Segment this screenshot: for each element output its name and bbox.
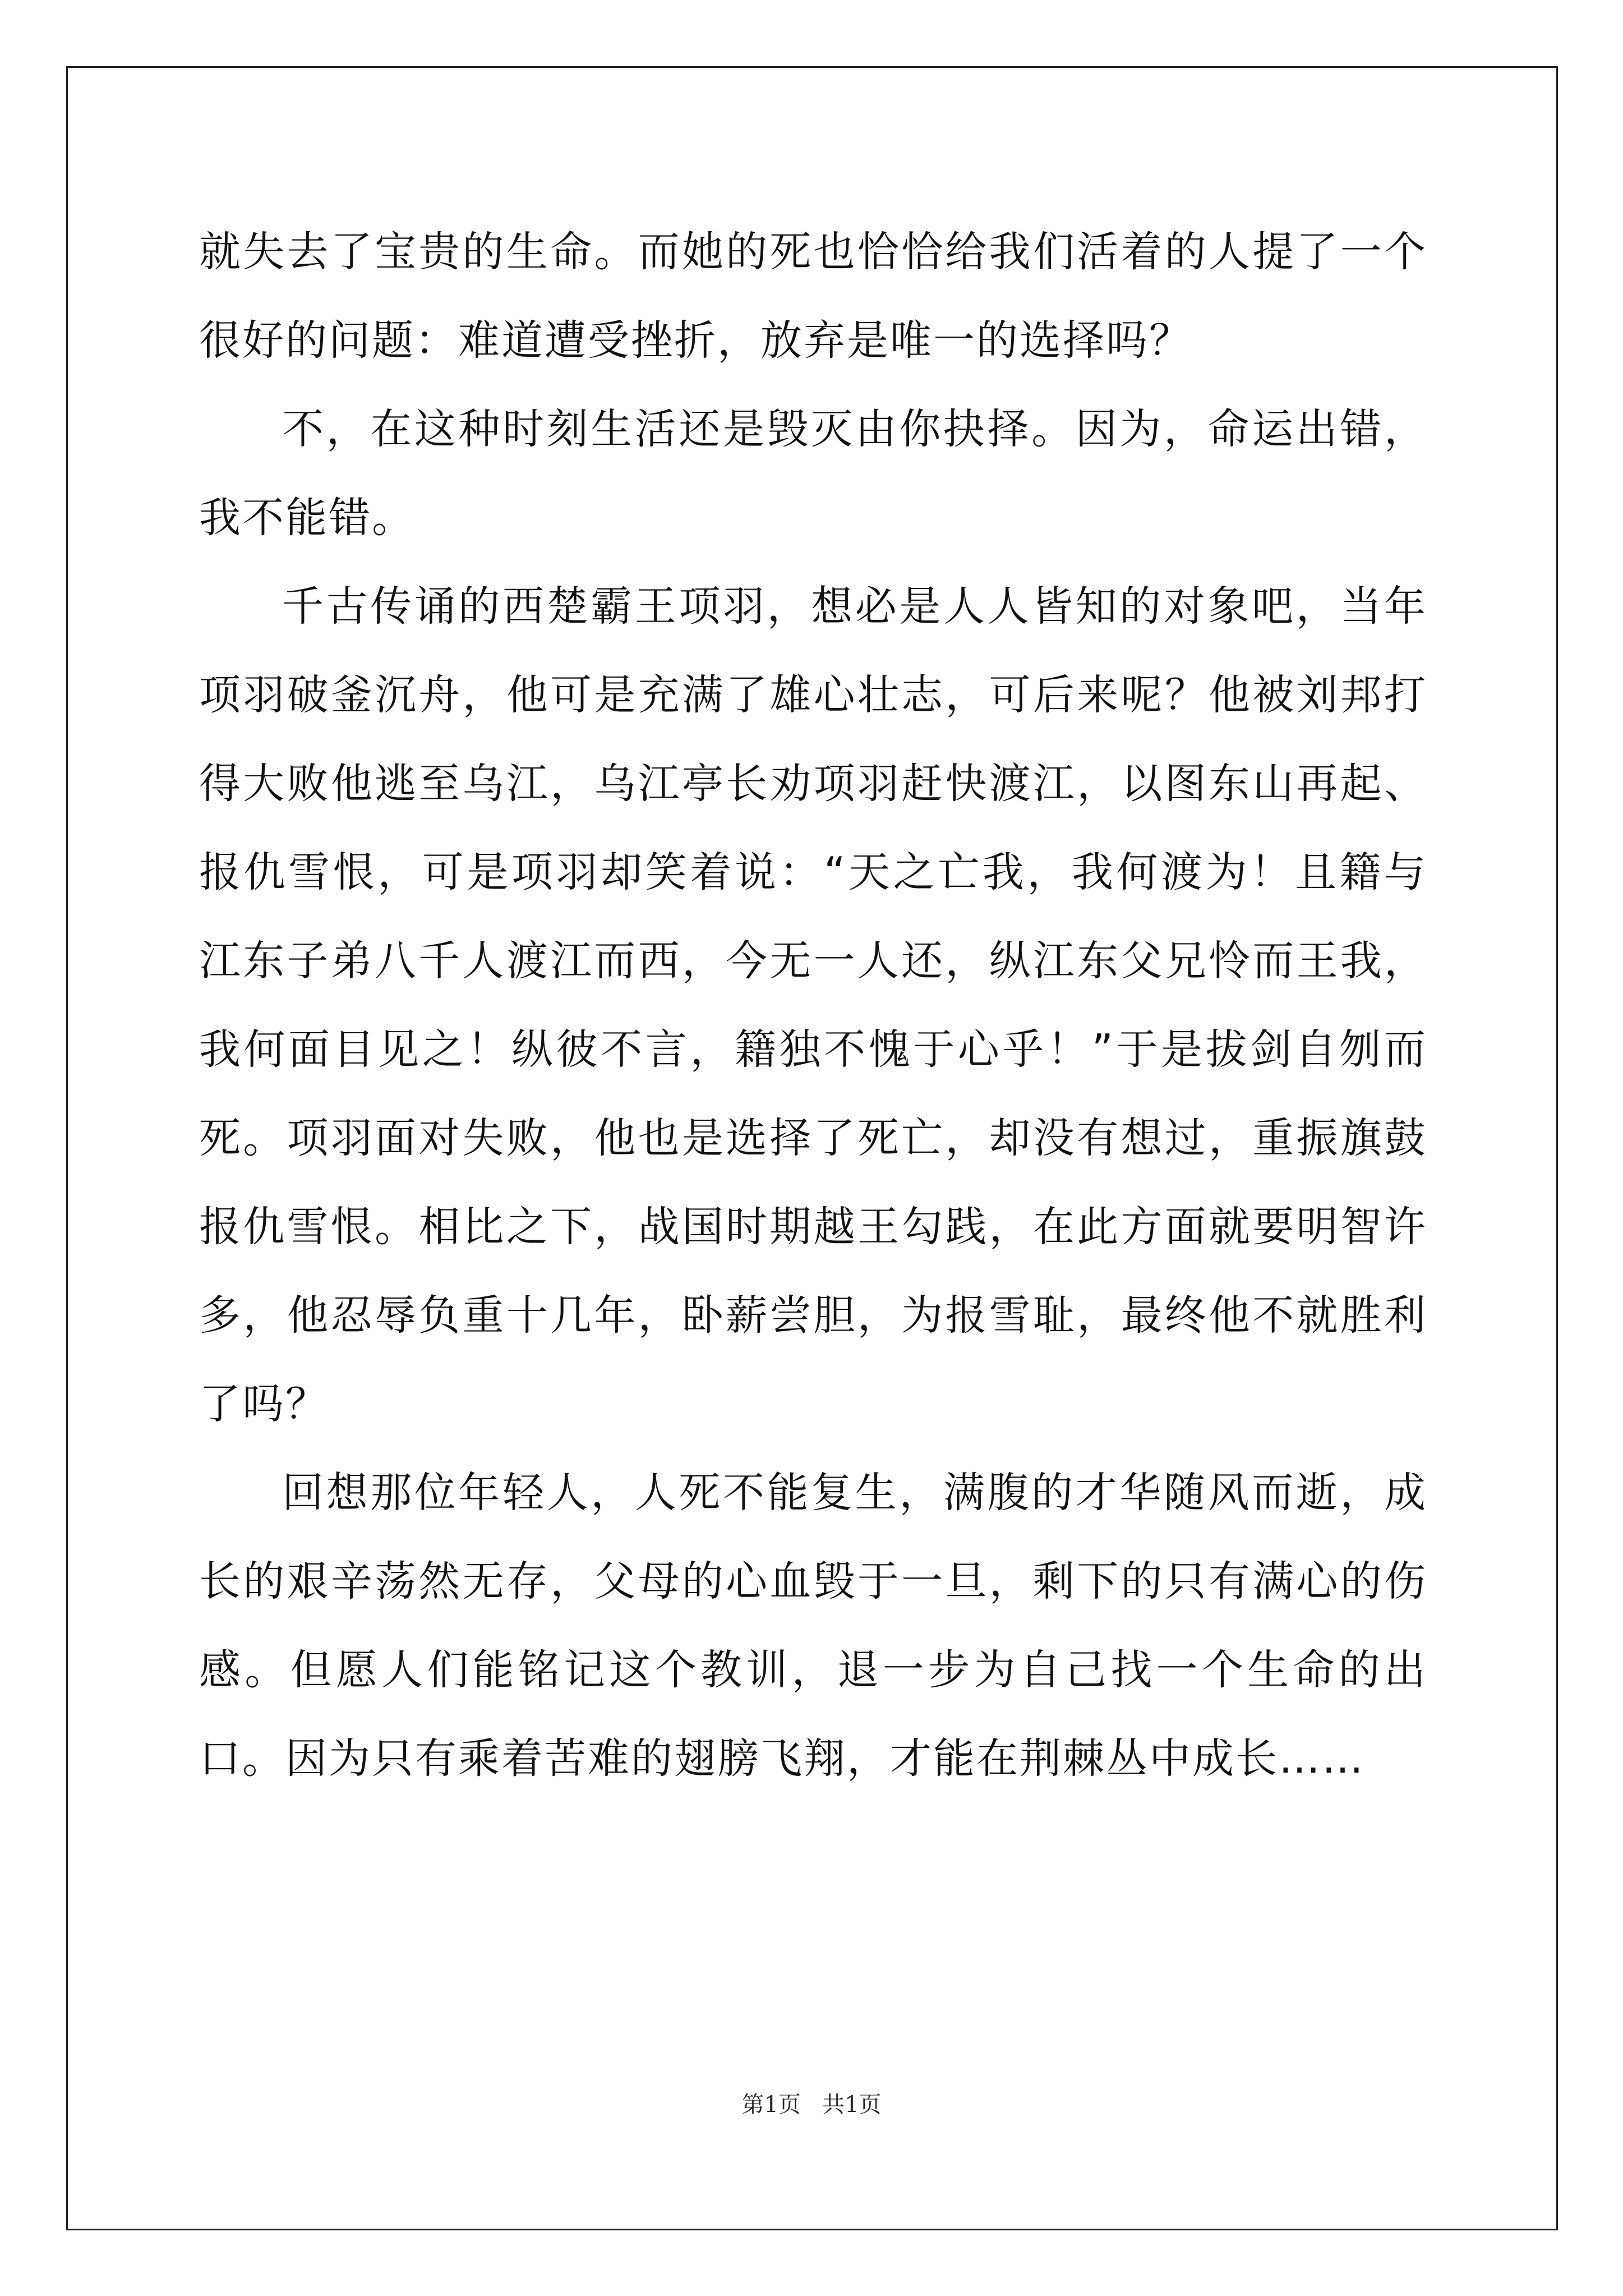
paragraph-4: 回想那位年轻人，人死不能复生，满腹的才华随风而逝，成长的艰辛荡然无存，父母的心血毁于一旦，剩下的只有满心的伤感。但愿人们能铭记这个教训，退一步为自己找一个生命的出口。因为只有乘着苦难的翅膀飞翔，才能在荆棘丛中成长…… <box>199 1469 1427 1783</box>
document-body <box>199 208 1427 1803</box>
paragraph-3: 千古传诵的西楚霸王项羽，想必是人人皆知的对象吧，当年项羽破釜沉舟，他可是充满了雄心壮志，可后来呢？他被刘邦打得大败他逃至乌江，乌江亭长劝项羽赶快渡江，以图东山再起、报仇雪恨，可是项羽却笑着说：“天之亡我，我何渡为！且籍与江东子弟八千人渡江而西，今无一人还，纵江东父兄怜而王我，我何面目见之！纵彼不言，籍独不愧于心乎！”于是拔剑自刎而死。项羽面对失败，他也是选择了死亡，却没有想过，重振旗鼓报仇雪恨。相比之下，战国时期越王勾践，在此方面就要明智许多，他忍辱负重十几年，卧薪尝胆，为报雪耻，最终他不就胜利了吗？ <box>199 582 1427 1428</box>
paragraph-1: 就失去了宝贵的生命。而她的死也恰恰给我们活着的人提了一个很好的问题：难道遭受挫折，放弃是唯一的选择吗？ <box>199 228 1427 365</box>
page-footer <box>0 2087 1623 2119</box>
page-number: 第1页 <box>741 2092 801 2118</box>
paragraph-2: 不，在这种时刻生活还是毁灭由你抉择。因为，命运出错，我不能错。 <box>199 405 1427 542</box>
total-pages: 共1页 <box>822 2092 882 2118</box>
